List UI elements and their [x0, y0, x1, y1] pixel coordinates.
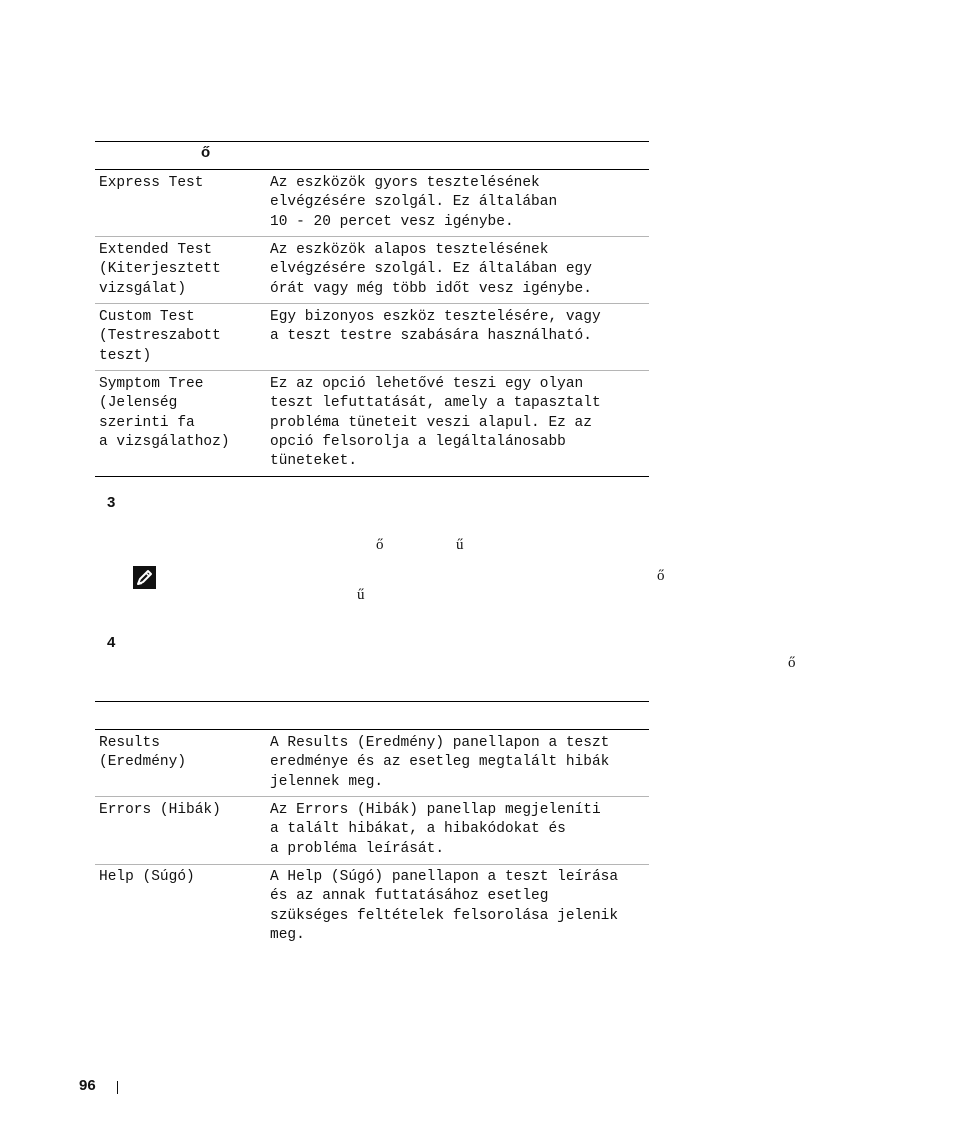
- table-header-fragment: ő: [201, 144, 211, 161]
- tab-cell: Errors (Hibák): [99, 802, 221, 818]
- function-cell: Az eszközök alapos tesztelésének elvégzésére szolgál. Ez általában egy órát vagy még több időt vesz igénybe.: [270, 242, 592, 297]
- tab-cell: Help (Súgó): [99, 869, 195, 885]
- text-fragment: ő: [376, 537, 384, 553]
- step-number: 3: [107, 494, 116, 511]
- function-cell: Az Errors (Hibák) panellap megjeleníti a talált hibákat, a hibakódokat és a probléma leírását.: [270, 802, 601, 857]
- function-cell: A Help (Súgó) panellapon a teszt leírása és az annak futtatásához esetleg szükséges feltételek felsorolása jelenik meg.: [270, 869, 619, 943]
- row-divider: [95, 796, 649, 797]
- function-cell: Az eszközök gyors tesztelésének elvégzésére szolgál. Ez általában 10 - 20 percet vesz igénybe.: [270, 175, 558, 230]
- row-divider: [95, 370, 649, 371]
- option-cell: Custom Test (Testreszabott teszt): [99, 309, 221, 364]
- step-number: 4: [107, 634, 116, 651]
- tab-cell: Results (Eredmény): [99, 735, 187, 771]
- option-cell: Extended Test (Kiterjesztett vizsgálat): [99, 242, 221, 297]
- table-top-rule: [95, 701, 649, 702]
- row-divider: [95, 303, 649, 304]
- table-top-rule: [95, 141, 649, 142]
- note-pencil-icon: [133, 566, 156, 589]
- row-divider: [95, 236, 649, 237]
- function-cell: Egy bizonyos eszköz tesztelésére, vagy a teszt testre szabására használható.: [270, 309, 601, 345]
- text-fragment: ő: [788, 655, 796, 671]
- option-cell: Express Test: [99, 175, 204, 191]
- option-cell: Symptom Tree (Jelenség szerinti fa a vizsgálathoz): [99, 376, 230, 450]
- function-cell: A Results (Eredmény) panellapon a teszt eredménye és az esetleg megtalált hibák jelennek meg.: [270, 735, 610, 790]
- table-header-rule: [95, 729, 649, 730]
- text-fragment: ű: [357, 587, 365, 603]
- footer-divider: [117, 1081, 118, 1094]
- row-divider: [95, 864, 649, 865]
- text-fragment: ő: [657, 568, 665, 584]
- table-header-rule: [95, 169, 649, 170]
- function-cell: Ez az opció lehetővé teszi egy olyan teszt lefuttatását, amely a tapasztalt probléma tüneteit veszi alapul. Ez az opció felsorolja a legáltalánosabb tüneteket.: [270, 376, 601, 470]
- page-number: 96: [79, 1077, 96, 1094]
- text-fragment: ű: [456, 537, 464, 553]
- table-bottom-rule: [95, 476, 649, 477]
